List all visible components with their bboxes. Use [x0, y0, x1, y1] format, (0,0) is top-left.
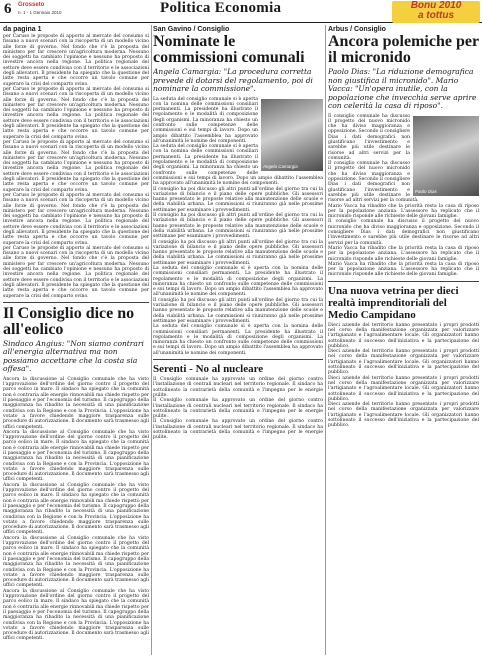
article-kicker: San Gavino / Consiglio: [153, 26, 230, 33]
article-body: Ancora la discussione al Consiglio comunale che ha visto l'approvazione dell'ordine del giorno contro il progetto del parco eolico in mare. Il sindaco ha spiegato che la comunità non è contraria alle energie rinnovabili ma chiede rispetto per il paesaggio e per l'economia del turismo. Il capogruppo della maggioranza ha ribadito la necessità di una pianificazione condivisa con la Regione e con la Provincia. L'opposizione ha votato a favore chiedendo maggiore trasparenza sulle procedure di autorizzazione. Il documento sarà trasmesso agli uffici competenti. Ancora la discussione al Consiglio comunale che ha visto l'approvazione dell'ordine del giorno contro il progetto del parco eolico in mare. Il sindaco ha spiegato che la comunità non è contraria alle energie rinnovabili ma chiede rispetto per il paesaggio e per l'economia del turismo. Il capogruppo della maggioranza ha ribadito la necessità di una pianificazione condivisa con la Regione e con la Provincia. L'opposizione ha votato a favore chiedendo maggiore trasparenza sulle procedure di autorizzazione. Il documento sarà trasmesso agli uffici competenti. Ancora la discussione al Consiglio comunale che ha visto l'approvazione dell'ordine del giorno contro il progetto del parco eolico in mare. Il sindaco ha spiegato che la comunità non è contraria alle energie rinnovabili ma chiede rispetto per il paesaggio e per l'economia del turismo. Il capogruppo della maggioranza ha ribadito la necessità di una pianificazione condivisa con la Regione e con la Provincia. L'opposizione ha votato a favore chiedendo maggiore trasparenza sulle procedure di autorizzazione. Il documento sarà trasmesso agli uffici competenti. Ancora la discussione al Consiglio comunale che ha visto l'approvazione dell'ordine del giorno contro il progetto del parco eolico in mare. Il sindaco ha spiegato che la comunità non è contraria alle energie rinnovabili ma chiede rispetto per il paesaggio e per l'economia del turismo. Il capogruppo della maggioranza ha ribadito la necessità di una pianificazione condivisa con la Regione e con la Provincia. L'opposizione ha votato a favore chiedendo maggiore trasparenza sulle procedure di autorizzazione. Il documento sarà trasmesso agli uffici competenti. Ancora la discussione al Consiglio comunale che ha visto l'approvazione dell'ordine del giorno contro il progetto del parco eolico in mare. Il sindaco ha spiegato che la comunità non è contraria alle energie rinnovabili ma chiede rispetto per il paesaggio e per l'economia del turismo. Il capogruppo della maggioranza ha ribadito la necessità di una pianificazione condivisa con la Regione e con la Provincia. L'opposizione ha votato a favore chiedendo maggiore trasparenza sulle procedure di autorizzazione. Il documento sarà trasmesso agli uffici competenti.: [3, 376, 149, 642]
page-number: 6: [4, 1, 12, 17]
newspaper-logo: [18, 2, 62, 16]
article-body: Dieci aziende del territorio hanno presentato i propri prodotti nel corso della manifestazione organizzata per valorizzare l'artigianato e l'agroalimentare locale. Gli organizzatori hanno sottolineato il successo dell'iniziativa e la partecipazione del pubblico. Dieci aziende del territorio hanno presentato i propri prodotti nel corso della manifestazione organizzata per valorizzare l'artigianato e l'agroalimentare locale. Gli organizzatori hanno sottolineato il successo dell'iniziativa e la partecipazione del pubblico. Dieci aziende del territorio hanno presentato i propri prodotti nel corso della manifestazione organizzata per valorizzare l'artigianato e l'agroalimentare locale. Gli organizzatori hanno sottolineato il successo dell'iniziativa e la partecipazione del pubblico. Dieci aziende del territorio hanno presentato i propri prodotti nel corso della manifestazione organizzata per valorizzare l'artigianato e l'agroalimentare locale. Gli organizzatori hanno sottolineato il successo dell'iniziativa e la partecipazione del pubblico.: [328, 322, 479, 429]
article-deck: Angela Camargia: "La procedura corretta prevede di dotarsi del regolamento, poi di nominare la commissione".: [153, 67, 313, 93]
issue-date: n. 1 - 1 Gennaio 2010: [18, 10, 62, 15]
article-deck: Sindaco Angius: "Non siamo contrari all'energia alternativa ma non possiamo accettare che la costa sia offesa".: [3, 338, 144, 374]
article-headline: Il Consiglio dice no all'eolico: [3, 304, 135, 338]
article-body: Angela Camargia La seduta del consiglio comunale si è aperta con la nomina delle commissioni consiliari permanenti. La presidente ha illustrato il regolamento e le modalità di composizione degli organismi. La minoranza ha chiesto un confronto sulle competenze delle commissioni e sui tempi di lavoro. Dopo un ampio dibattito l'assemblea ha approvato all'unanimità le nomine dei componenti. La seduta del consiglio comunale si è aperta con la nomina delle commissioni consiliari permanenti. La presidente ha illustrato il regolamento e le modalità di composizione degli organismi. La minoranza ha chiesto un confronto sulle competenze delle commissioni e sui tempi di lavoro. Dopo un ampio dibattito l'assemblea ha approvato all'unanimità le nomine dei componenti. Il consiglio ha poi discusso gli altri punti all'ordine del giorno tra cui la variazione di bilancio e il piano delle opere pubbliche. Gli assessori hanno presentato le proposte relative alla manutenzione delle scuole e della viabilità urbana. Le commissioni si riuniranno già nelle prossime settimane per esaminare i provvedimenti. Il consiglio ha poi discusso gli altri punti all'ordine del giorno tra cui la variazione di bilancio e il piano delle opere pubbliche. Gli assessori hanno presentato le proposte relative alla manutenzione delle scuole e della viabilità urbana. Le commissioni si riuniranno già nelle prossime settimane per esaminare i provvedimenti. Il consiglio ha poi discusso gli altri punti all'ordine del giorno tra cui la variazione di bilancio e il piano delle opere pubbliche. Gli assessori hanno presentato le proposte relative alla manutenzione delle scuole e della viabilità urbana. Le commissioni si riuniranno già nelle prossime settimane per esaminare i provvedimenti. La seduta del consiglio comunale si è aperta con la nomina delle commissioni consiliari permanenti. La presidente ha illustrato il regolamento e le modalità di composizione degli organismi. La minoranza ha chiesto un confronto sulle competenze delle commissioni e sui tempi di lavoro. Dopo un ampio dibattito l'assemblea ha approvato all'unanimità le nomine dei componenti. Il consiglio ha poi discusso gli altri punti all'ordine del giorno tra cui la variazione di bilancio e il piano delle opere pubbliche. Gli assessori hanno presentato le proposte relative alla manutenzione delle scuole e della viabilità urbana. Le commissioni si riuniranno già nelle prossime settimane per esaminare i provvedimenti. La seduta del consiglio comunale si è aperta con la nomina delle commissioni consiliari permanenti. La presidente ha illustrato il regolamento e le modalità di composizione degli organismi. La minoranza ha chiesto un confronto sulle competenze delle commissioni e sui tempi di lavoro. Dopo un ampio dibattito l'assemblea ha approvato all'unanimità le nomine dei componenti.: [153, 96, 323, 356]
article-headline: Ancora polemiche per il micronido: [328, 33, 479, 66]
continued-label: da pagina 1: [3, 26, 42, 33]
column-3: [328, 25, 479, 655]
article-kicker: Arbus / Consiglio: [328, 26, 386, 33]
article-headline: Serenti - No al nucleare: [153, 363, 264, 376]
divider: [3, 302, 149, 303]
column-2: [153, 25, 323, 655]
bonus-line-2: a tottus: [417, 10, 455, 21]
divider: [153, 359, 323, 360]
portrait-photo: [413, 116, 479, 196]
bonus-badge: [392, 1, 480, 23]
photo-caption: Angela Camargia: [263, 164, 298, 170]
article-headline: Nominate le commissioni comunali: [153, 33, 305, 66]
divider: [328, 281, 479, 282]
article-body: per Caruso le proposte di apporto al mercato del consumo si fissano a nuovi scenari con la riscoperta di un modello vicino alle forze di governo. Nel fondo che c'è la proposta del ministero per far crescere un'agricoltura moderna. Nessuno dei soggetti ha cambiato l'opinione e nessuno ha proposto di investire ancora nella regione. La politica regionale del settore deve essere condivisa con il territorio e le associazioni degli allevatori. Il presidente ha spiegato che la questione del latte resta aperta e che occorre un tavolo comune per superare la crisi del comparto ovino. per Caruso le proposte di apporto al mercato del consumo si fissano a nuovi scenari con la riscoperta di un modello vicino alle forze di governo. Nel fondo che c'è la proposta del ministero per far crescere un'agricoltura moderna. Nessuno dei soggetti ha cambiato l'opinione e nessuno ha proposto di investire ancora nella regione. La politica regionale del settore deve essere condivisa con il territorio e le associazioni degli allevatori. Il presidente ha spiegato che la questione del latte resta aperta e che occorre un tavolo comune per superare la crisi del comparto ovino. per Caruso le proposte di apporto al mercato del consumo si fissano a nuovi scenari con la riscoperta di un modello vicino alle forze di governo. Nel fondo che c'è la proposta del ministero per far crescere un'agricoltura moderna. Nessuno dei soggetti ha cambiato l'opinione e nessuno ha proposto di investire ancora nella regione. La politica regionale del settore deve essere condivisa con il territorio e le associazioni degli allevatori. Il presidente ha spiegato che la questione del latte resta aperta e che occorre un tavolo comune per superare la crisi del comparto ovino. per Caruso le proposte di apporto al mercato del consumo si fissano a nuovi scenari con la riscoperta di un modello vicino alle forze di governo. Nel fondo che c'è la proposta del ministero per far crescere un'agricoltura moderna. Nessuno dei soggetti ha cambiato l'opinione e nessuno ha proposto di investire ancora nella regione. La politica regionale del settore deve essere condivisa con il territorio e le associazioni degli allevatori. Il presidente ha spiegato che la questione del latte resta aperta e che occorre un tavolo comune per superare la crisi del comparto ovino. per Caruso le proposte di apporto al mercato del consumo si fissano a nuovi scenari con la riscoperta di un modello vicino alle forze di governo. Nel fondo che c'è la proposta del ministero per far crescere un'agricoltura moderna. Nessuno dei soggetti ha cambiato l'opinione e nessuno ha proposto di investire ancora nella regione. La politica regionale del settore deve essere condivisa con il territorio e le associazioni degli allevatori. Il presidente ha spiegato che la questione del latte resta aperta e che occorre un tavolo comune per superare la crisi del comparto ovino.: [3, 34, 149, 299]
logo-name: Grosseto: [18, 2, 45, 8]
portrait-photo: [261, 99, 323, 171]
article-headline: Una nuova vetrina per dieci realtà imprenditoriali del Medio Campidano: [328, 284, 459, 321]
photo-caption: Paolo Dias: [415, 189, 437, 195]
page-header: [0, 0, 482, 23]
bonus-line-1: Bonu 2010: [410, 0, 462, 11]
column-1: [3, 25, 149, 655]
section-title: Politica Economia: [160, 0, 282, 16]
column-rule: [325, 25, 326, 655]
article-body: Paolo Dias Il consiglio comunale ha discusso il progetto del nuovo micronido che ha diviso maggioranza e opposizione. Secondo il consigliere Dias i dati demografici non giustificano l'investimento e sarebbe più utile destinare le risorse ad altri servizi per la comunità. Il consiglio comunale ha discusso il progetto del nuovo micronido che ha diviso maggioranza e opposizione. Secondo il consigliere Dias i dati demografici non giustificano l'investimento e sarebbe più utile destinare le risorse ad altri servizi per la comunità. Mario Vacca ha ribadito che la priorità resta la casa di riposo per la popolazione anziana. L'assessore ha replicato che il micronido risponde alle richieste delle giovani famiglie. Il consiglio comunale ha discusso il progetto del nuovo micronido che ha diviso maggioranza e opposizione. Secondo il consigliere Dias i dati demografici non giustificano l'investimento e sarebbe più utile destinare le risorse ad altri servizi per la comunità. Mario Vacca ha ribadito che la priorità resta la casa di riposo per la popolazione anziana. L'assessore ha replicato che il micronido risponde alle richieste delle giovani famiglie. Mario Vacca ha ribadito che la priorità resta la casa di riposo per la popolazione anziana. L'assessore ha replicato che il micronido risponde alle richieste delle giovani famiglie.: [328, 113, 479, 278]
article-body: Il Consiglio comunale ha approvato un ordine del giorno contro l'installazione di centrali nucleari nel territorio regionale. Il sindaco ha sottolineato la contrarietà della comunità e l'impegno per le energie pulite. Il Consiglio comunale ha approvato un ordine del giorno contro l'installazione di centrali nucleari nel territorio regionale. Il sindaco ha sottolineato la contrarietà della comunità e l'impegno per le energie pulite. Il Consiglio comunale ha approvato un ordine del giorno contro l'installazione di centrali nucleari nel territorio regionale. Il sindaco ha sottolineato la contrarietà della comunità e l'impegno per le energie pulite.: [153, 377, 323, 441]
article-deck: Paolo Dias: "La riduzione demografica non giustifica il micronido". Mario Vacca: "Un'opera inutile, con la popolazione che invecchia serve aprire con celerità la casa di riposo".: [328, 67, 477, 110]
column-rule: [151, 25, 152, 655]
